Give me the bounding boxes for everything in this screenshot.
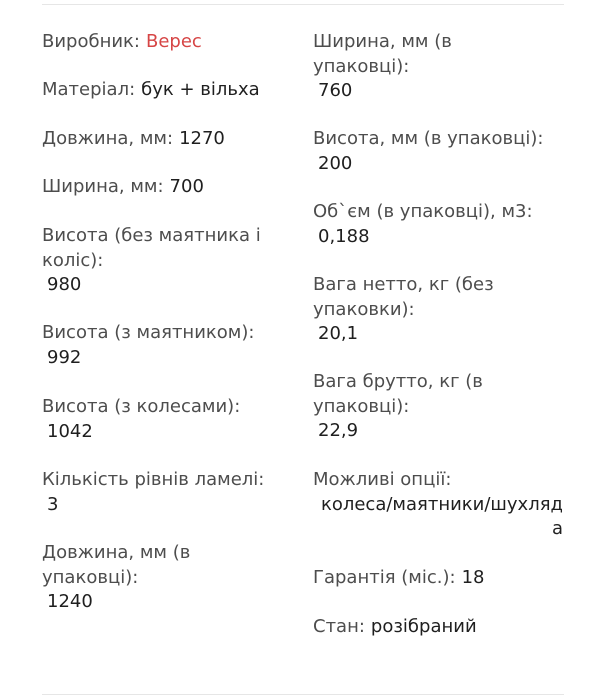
top-divider	[42, 4, 564, 5]
spec-material	[42, 78, 260, 103]
spec-value: 1042	[47, 420, 93, 442]
spec-value: 1240	[47, 591, 93, 612]
spec-label: Ширина, мм (в упаковці):	[313, 31, 452, 77]
spec-label: Кількість рівнів ламелі:	[42, 469, 265, 490]
spec-value: бук + вільха	[141, 79, 260, 100]
spec-label: Виробник:	[42, 31, 140, 52]
spec-label: Матеріал:	[42, 79, 136, 100]
spec-value: розібраний	[370, 616, 477, 637]
spec-value: 1270	[179, 128, 225, 149]
spec-label: Висота (без маятника і коліс):	[42, 225, 261, 271]
spec-width-packed	[313, 30, 493, 104]
spec-value: 0,188	[318, 225, 370, 247]
spec-height-pendulum	[42, 321, 282, 370]
spec-manufacturer	[42, 30, 202, 55]
spec-label: Вага брутто, кг (в упаковці):	[313, 371, 483, 417]
spec-length-packed	[42, 541, 222, 615]
spec-label: Висота, мм (в упаковці):	[313, 128, 544, 149]
spec-value: 760	[318, 80, 353, 101]
spec-label: Вага нетто, кг (без упаковки):	[313, 274, 494, 320]
spec-label: Гарантія (міс.):	[313, 567, 456, 588]
spec-label: Довжина, мм:	[42, 128, 174, 149]
spec-length	[42, 127, 225, 152]
spec-volume-packed	[313, 200, 563, 249]
spec-label: Стан:	[313, 616, 365, 637]
spec-height-no-pendulum	[42, 224, 282, 298]
spec-options	[313, 468, 563, 542]
spec-gross-weight	[313, 370, 513, 444]
spec-label: Висота (з колесами):	[42, 396, 241, 417]
spec-value: 3	[47, 493, 59, 515]
spec-label: Об`єм (в упаковці), м3:	[313, 201, 533, 222]
spec-label: Висота (з маятником):	[42, 322, 255, 343]
spec-net-weight	[313, 273, 513, 347]
spec-width	[42, 175, 204, 200]
spec-height-wheels	[42, 395, 282, 444]
bottom-divider	[42, 694, 564, 695]
spec-value: 200	[318, 152, 353, 174]
spec-value: 980	[47, 274, 82, 295]
spec-value: 20,1	[318, 323, 359, 344]
spec-slat-levels	[42, 468, 292, 517]
spec-warranty	[313, 566, 484, 591]
spec-label: Довжина, мм (в упаковці):	[42, 542, 191, 588]
spec-value: колеса/маятники/шухляда	[320, 493, 563, 539]
spec-condition	[313, 615, 477, 640]
manufacturer-link[interactable]: Верес	[146, 31, 202, 52]
spec-label: Ширина, мм:	[42, 176, 164, 197]
spec-value: 18	[461, 567, 485, 588]
spec-height-packed	[313, 127, 563, 176]
spec-value: 22,9	[318, 420, 359, 441]
spec-value: 700	[169, 176, 204, 197]
spec-label: Можливі опції:	[313, 469, 452, 490]
spec-value: 992	[47, 346, 82, 368]
